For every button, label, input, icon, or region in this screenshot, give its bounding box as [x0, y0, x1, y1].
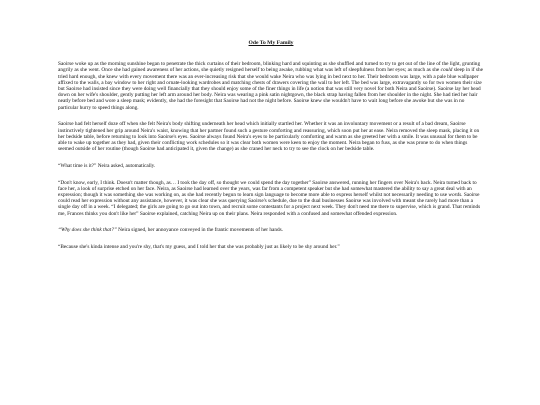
body-paragraph	[58, 163, 484, 169]
italic-text: could	[440, 67, 453, 74]
body-paragraph	[58, 244, 484, 250]
paragraph-text: “Don't know, early, I think. Doesn't matter though, as… I took the day off, so thought we could spend the day together” Saoirse answered, running her fingers over Neira's back. Neira turned back to face her, a look of surprise etched on her face. Neira, as Saoirse had learned over the years, was far from a competent speaker but she had somewhat mastered the ability to say a great deal with an expression; though it was something she was working on, as she had recently begun to learn sign language to become more able to express herself whilst not necessarily needing to use	[58, 179, 477, 198]
paragraph-text: . Saoirse could read her expression without any assistance, however, it was clear she was querying Saoirse's schedule, due to the dual businesses Saoirse was involved with meant she rarely had more than a single day off in a week. “I delegated; the girls are going to go out into town, and recruit some contestants for a project next week. They don't need me there to supervise, which is grand. That reminds me, Frances thinks you don't like her” Saoirse explained, catching Neira up on their plans. Neira responded with a confused and somewhat offended expression.	[58, 191, 481, 217]
paragraph-text: Saoirse woke up as the morning sunshine began to penetrate the thick curtains of their bedroom, blinking hard and squinting as she shuffled and turned to try to get out of the line of the light, grunting angrily as she went. Once she had gained awareness of her actions, she quietly resigned herself to being awake, rubbing what was left of sleepfulness from her eyes; as much as she	[58, 61, 481, 74]
italic-text: “Why does she think that?”	[58, 227, 117, 234]
paragraph-list	[58, 61, 484, 250]
document-title: Ode To My Family	[248, 40, 294, 46]
paragraph-text: “What time is it?” Neira asked, automatically.	[58, 162, 156, 169]
paragraph-text: Saoirse had felt herself doze off when she felt Neira's body shifting underneath her head which initially startled her. Whether it was an involuntary movement or a result of a bad dream, Saoirse instinctively tightened her grip around Neira's waist, knowing that her partner found such a gesture comforting and reassuring, which soon put her at ease. Neira removed the sleep mask, placing it on her bedside table, before returning to look into Saoirse's eyes. Saoirse always found Neira's eyes to be particularly comforting and warm as she greeted her with a smile. It was unusual for them to be able to wake up together as they had, given their conflicting work schedules so it was clear both women were keen to enjoy the moment. Neira began to fuss, as she was prone to do when things seemed outside of her routine (though Saoirse had anticipated it, given the change) as she craned her neck to try to see the clock on her bedside table.	[58, 121, 480, 153]
body-paragraph	[58, 61, 484, 111]
body-paragraph	[58, 180, 484, 217]
paragraph-text: Neira signed, her annoyance conveyed in the frantic movements of her hands.	[116, 227, 284, 234]
paragraph-text: “Because she's kinda intense and you're shy, that's my guess, and I told her that she was probably just as likely to be shy around her.”	[58, 243, 340, 250]
body-paragraph	[58, 121, 484, 152]
document-body	[58, 40, 484, 261]
body-paragraph	[58, 227, 484, 233]
paragraph-text: sleep in if she tried hard enough, she knew with every movement there was an ever-increasing risk that she would wake Neira who was lying in bed next to her. Their bedroom was large, with a pale blue wallpaper affixed to the walls, a bay window to her right and ornate-looking wardrobes and matching chests of drawers covering the wall to her left. The bed was large, extravagantly so for two women their size but Saoirse had insisted since they were doing well financially that they should enjoy some of the finer things in life (a notion that was still very novel for both Neira and Saoirse). Saoirse lay her head down on her wife's shoulder, gently putting her left arm around her body. Neira was wearing a pink satin nightgown, the black strap having fallen from her shoulder in the night. She had tied her hair neatly before bed and wore a sleep mask; evidently, she had the foresight that Saoirse had not the night before. Saoirse knew she wouldn't have to wait long before she awoke but she was in no particular hurry to speed things along.	[58, 67, 483, 111]
italic-text: words	[448, 191, 462, 198]
